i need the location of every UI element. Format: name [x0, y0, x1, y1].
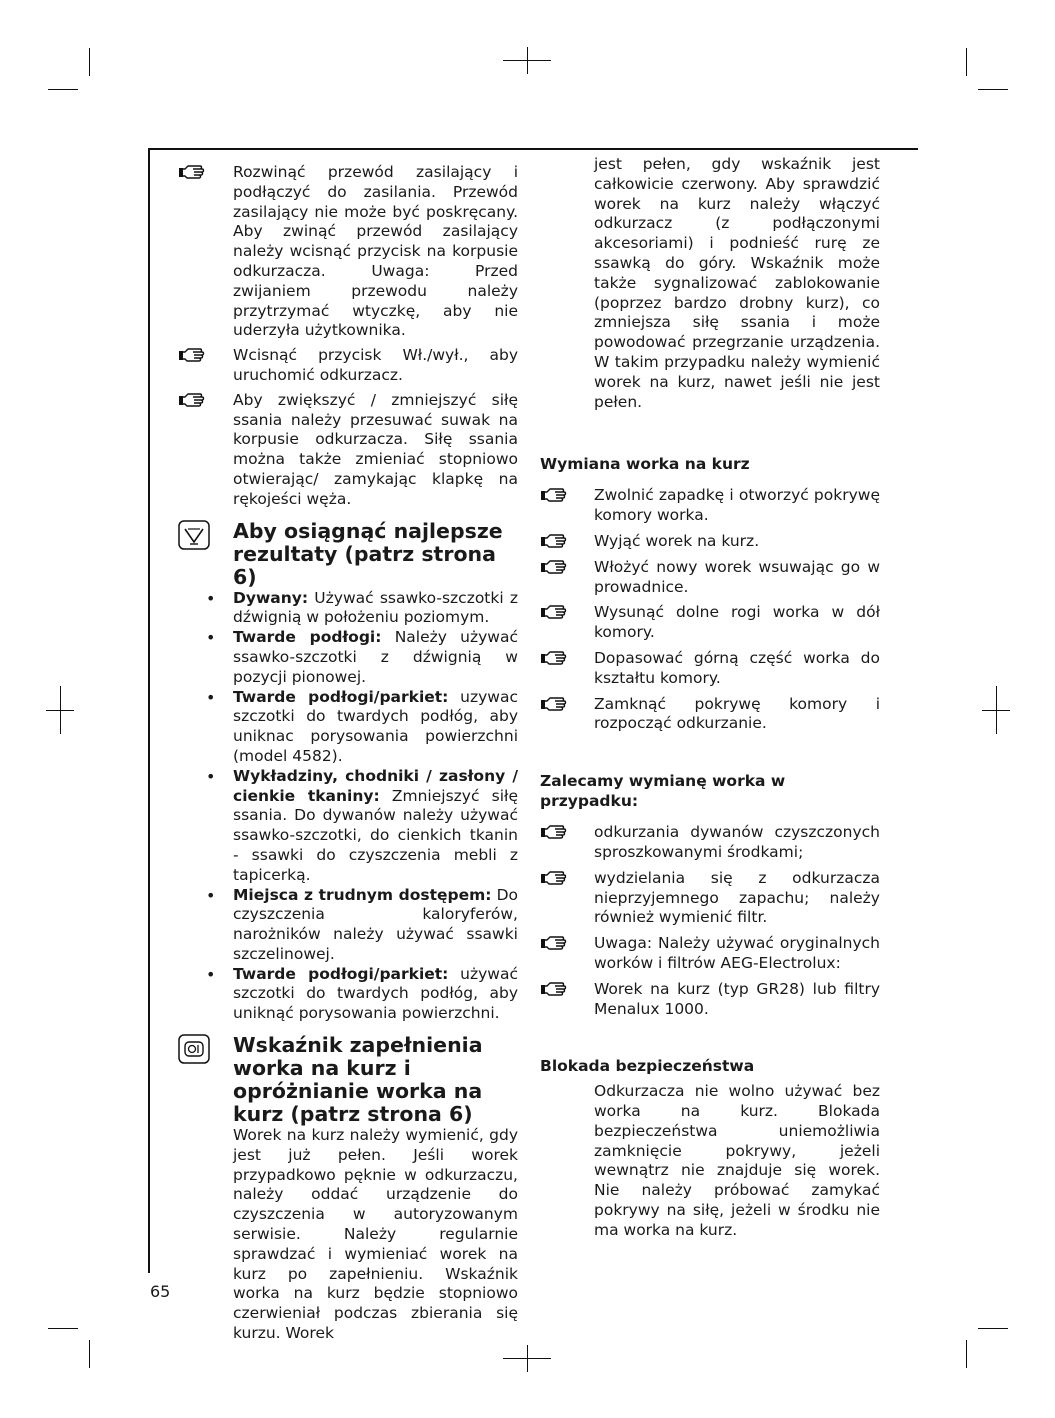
pointing-hand-icon	[540, 933, 572, 953]
replace-heading: Wymiana worka na kurz	[540, 455, 750, 474]
step-text: Wcisnąć przycisk Wł./wył., aby uruchomić odkurzacz.	[233, 346, 518, 384]
step-text: Rozwinąć przewód zasilający i podłączyć do zasilania. Przewód zasilający nie może być poskręcany. Aby zwinąć przewód zasilający należy wcisnąć przycisk na korpusie odkurzacza. Uwaga: Przed zwijaniem przewodu należy przytrzymać wtyczkę, aby nie uderzyła użytkownika.	[233, 163, 518, 340]
crop-mark	[966, 1340, 967, 1368]
step-text: Wysunąć dolne rogi worka w dół komory.	[594, 603, 880, 642]
step-text: Zamknąć pokrywę komory i rozpocząć odkurzanie.	[594, 694, 880, 733]
frame-rule-top	[148, 148, 918, 150]
pointing-hand-icon	[540, 485, 572, 505]
list-item: • Twarde podłogi/parkiet: używać szczotki do twardych podłóg, aby uniknąć porysowania powierzchni.	[233, 965, 518, 1024]
dust-bag-icon	[178, 1034, 210, 1064]
list-item: • Twarde podłogi/parkiet: uzywac szczotki do twardych podłóg, aby uniknac porysowania powierzchni (model 4582).	[233, 688, 518, 767]
lock-text: Odkurzacza nie wolno używać bez worka na kurz. Blokada bezpieczeństwa uniemożliwia zamknięcie pokrywy, jeżeli wewnątrz nie znajduje się worek. Nie należy próbować zamykać pokrywy na siłę, jeżeli w środku nie ma worka na kurz.	[594, 1082, 880, 1239]
pointing-hand-icon	[540, 648, 572, 668]
step-item	[540, 532, 880, 552]
indicator-text: Worek na kurz należy wymienić, gdy jest już pełen. Jeśli worek przypadkowo pęknie w odkurzaczu, należy oddać urządzenie do czyszczenia w autoryzowanym serwisie. Należy regularnie sprawdzać i wymieniać worek na kurz po zapełnieniu. Wskaźnik worka na kurz będzie stopniowo czerwieniał podczas zbierania się kurzu. Worek	[233, 1126, 518, 1343]
list-item: • Wykładziny, chodniki / zasłony / cienkie tkaniny: Zmniejszyć siłę ssania. Do dywanów należy używać ssawko-szczotki, do cienkich tkanin - ssawki do czyszczenia mebli z tapicerką.	[233, 767, 518, 886]
crop-mark	[48, 89, 78, 90]
pointing-hand-icon	[540, 868, 572, 888]
step-item	[540, 934, 880, 974]
step-item	[540, 823, 880, 863]
step-item	[540, 603, 880, 643]
list-item: • Dywany: Używać ssawko-szczotki z dźwignią w położeniu poziomym.	[233, 589, 518, 629]
crop-mark	[966, 48, 967, 76]
crop-mark	[996, 686, 997, 734]
step-item	[540, 695, 880, 735]
frame-rule-left	[148, 148, 150, 1273]
crop-mark	[978, 89, 1008, 90]
pointing-hand-icon	[540, 557, 572, 577]
crop-mark	[60, 686, 61, 734]
step-item	[540, 486, 880, 526]
step-item	[178, 391, 518, 510]
crop-mark	[89, 1340, 90, 1368]
crop-mark	[48, 1328, 78, 1329]
step-text: Worek na kurz (typ GR28) lub filtry Menalux 1000.	[594, 979, 880, 1018]
left-column	[178, 163, 518, 1344]
recommend-heading: Zalecamy wymianę worka w przypadku:	[540, 772, 786, 811]
indicator-heading: Wskaźnik zapełnienia worka na kurz i opróżnianie worka na kurz (patrz strona 6)	[233, 1033, 483, 1127]
pointing-hand-icon	[178, 345, 210, 365]
step-text: Aby zwiększyć / zmniejszyć siłę ssania należy przesuwać suwak na korpusie odkurzacza. Siłę ssania można także zmieniać stopniowo otwierając/ zamykając klapkę na rękojeści węża.	[233, 390, 518, 508]
step-text: odkurzania dywanów czyszczonych sproszkowanymi środkami;	[594, 823, 880, 861]
crop-mark	[527, 47, 528, 74]
pointing-hand-icon	[540, 822, 572, 842]
step-item	[540, 980, 880, 1020]
indicator-section	[178, 1034, 518, 1344]
results-section	[178, 520, 518, 1025]
page-number: 65	[150, 1282, 171, 1301]
pointing-hand-icon	[178, 162, 210, 182]
crop-mark	[527, 1345, 528, 1372]
step-item	[540, 558, 880, 598]
results-list	[233, 589, 518, 1025]
pointing-hand-icon	[178, 390, 210, 410]
step-text: wydzielania się z odkurzacza nieprzyjemnego zapachu; należy również wymienić filtr.	[594, 868, 880, 927]
list-item: • Miejsca z trudnym dostępem: Do czyszczenia kaloryferów, narożników należy używać ssawki szczelinowej.	[233, 886, 518, 965]
step-item	[178, 163, 518, 341]
crop-mark	[89, 48, 90, 76]
indicator-continuation: jest pełen, gdy wskaźnik jest całkowicie czerwony. Aby sprawdzić worek na kurz należy włączyć odkurzacz (z podłączonymi akcesoriami) i podnieść rurę ze ssawką do góry. Wskaźnik może także sygnalizować zablokowanie (poprzez bardzo drobny kurz), co zmniejsza siłę ssania i może powodować przegrzanie urządzenia. W takim przypadku należy wymienić worek na kurz, nawet jeśli nie jest pełen.	[594, 155, 880, 411]
pointing-hand-icon	[540, 694, 572, 714]
pointing-hand-icon	[540, 602, 572, 622]
step-item	[540, 869, 880, 928]
right-column	[540, 155, 880, 1241]
step-text: Zwolnić zapadkę i otworzyć pokrywę komory worka.	[594, 486, 880, 525]
results-heading: Aby osiągnąć najlepsze rezultaty (patrz strona 6)	[233, 518, 503, 589]
step-item	[540, 649, 880, 689]
nozzle-tip-icon	[178, 520, 210, 550]
pointing-hand-icon	[540, 531, 572, 551]
lock-heading: Blokada bezpieczeństwa	[540, 1057, 755, 1076]
step-text: Włożyć nowy worek wsuwając go w prowadnice.	[594, 557, 880, 596]
step-text: Wyjąć worek na kurz.	[594, 531, 760, 550]
step-text: Uwaga: Należy używać oryginalnych worków i filtrów AEG-Electrolux:	[594, 934, 880, 972]
list-item: • Twarde podłogi: Należy używać ssawko-szczotki z dźwignią w pozycji pionowej.	[233, 628, 518, 687]
step-item	[178, 346, 518, 386]
pointing-hand-icon	[540, 979, 572, 999]
crop-mark	[978, 1328, 1008, 1329]
step-text: Dopasować górną część worka do kształtu komory.	[594, 648, 880, 687]
